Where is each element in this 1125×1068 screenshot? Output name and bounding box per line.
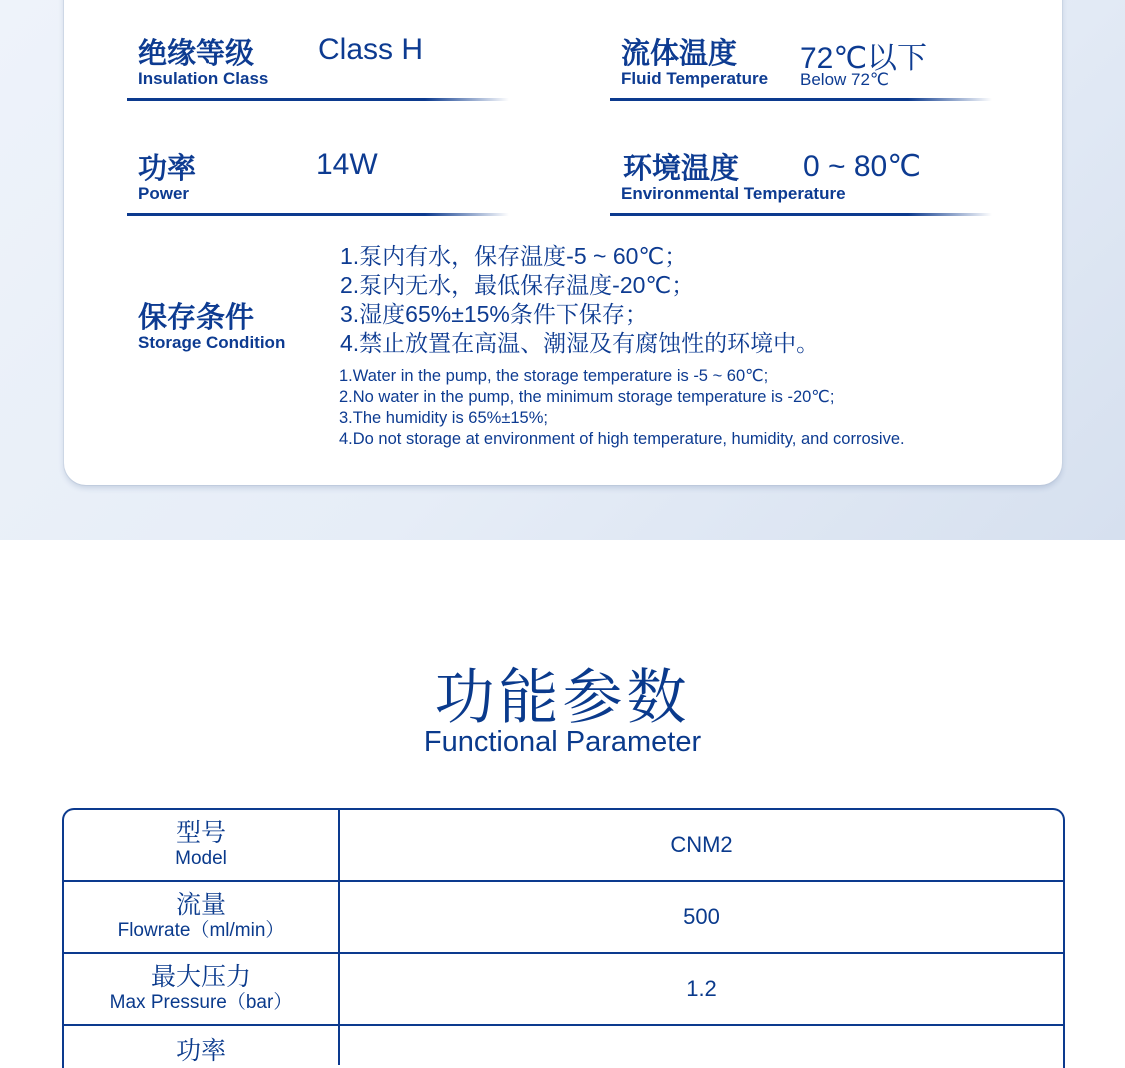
row-header-cn: 功率 [175,1037,226,1065]
storage-cn-item: 3.湿度65%±15%条件下保存； [340,301,648,327]
table-row [64,1026,1063,1068]
insulation-divider [127,98,509,101]
row-header [64,954,340,1024]
insulation-value: Class H [318,33,424,66]
env-temp-cn-label: 环境温度 [623,153,740,185]
fluid-temp-value-en: Below 72℃ [800,70,890,89]
storage-en-item: 2.No water in the pump, the minimum storage temperature is -20℃; [339,388,835,406]
section-title-cn: 功能参数 [434,664,691,731]
power-cn-label: 功率 [138,153,197,185]
fluid-temp-divider [610,98,992,101]
storage-en-label: Storage Condition [138,333,286,352]
insulation-cn-label: 绝缘等级 [138,38,255,70]
power-value: 14W [316,148,378,181]
storage-cn-item: 4.禁止放置在高温、潮湿及有腐蚀性的环境中。 [340,330,820,356]
row-header [64,882,340,952]
section-title-en: Functional Parameter [423,726,702,758]
row-header-cn: 型号 [175,818,226,847]
power-en-label: Power [138,184,190,203]
row-value: 500 [683,904,720,929]
row-header-en: Flowrate（ml/min） [117,919,285,941]
storage-cn-item: 1.泵内有水，保存温度-5 ~ 60℃； [340,243,688,269]
row-header-en: Max Pressure（bar） [109,991,293,1013]
row-value: CNM2 [670,832,733,857]
row-header-cn: 流量 [175,890,226,919]
env-temp-divider [610,213,992,216]
storage-cn-item: 2.泵内无水，最低保存温度-20℃； [340,272,695,298]
params-table [62,808,1065,1068]
storage-en-list [339,366,905,450]
spec-card [64,0,1062,485]
insulation-en-label: Insulation Class [138,69,269,88]
env-temp-en-label: Environmental Temperature [621,184,846,203]
storage-cn-label: 保存条件 [138,302,255,334]
storage-en-item: 1.Water in the pump, the storage temperature is -5 ~ 60℃; [339,367,769,385]
table-row [64,882,1063,954]
storage-en-item: 3.The humidity is 65%±15%; [339,409,548,427]
fluid-temp-value: 72℃以下 [800,42,928,75]
row-header-cn: 最大压力 [150,962,251,991]
row-header-en: Model [175,847,227,869]
storage-cn-list [340,242,819,358]
power-divider [127,213,509,216]
env-temp-value: 0 ~ 80℃ [803,150,921,183]
table-row [64,810,1063,882]
fluid-temp-en-label: Fluid Temperature [621,69,769,88]
row-header [64,1026,340,1065]
table-row [64,954,1063,1026]
fluid-temp-cn-label: 流体温度 [621,38,738,70]
row-header [64,810,340,880]
row-value: 1.2 [686,976,717,1001]
storage-en-item: 4.Do not storage at environment of high temperature, humidity, and corrosive. [339,430,905,448]
